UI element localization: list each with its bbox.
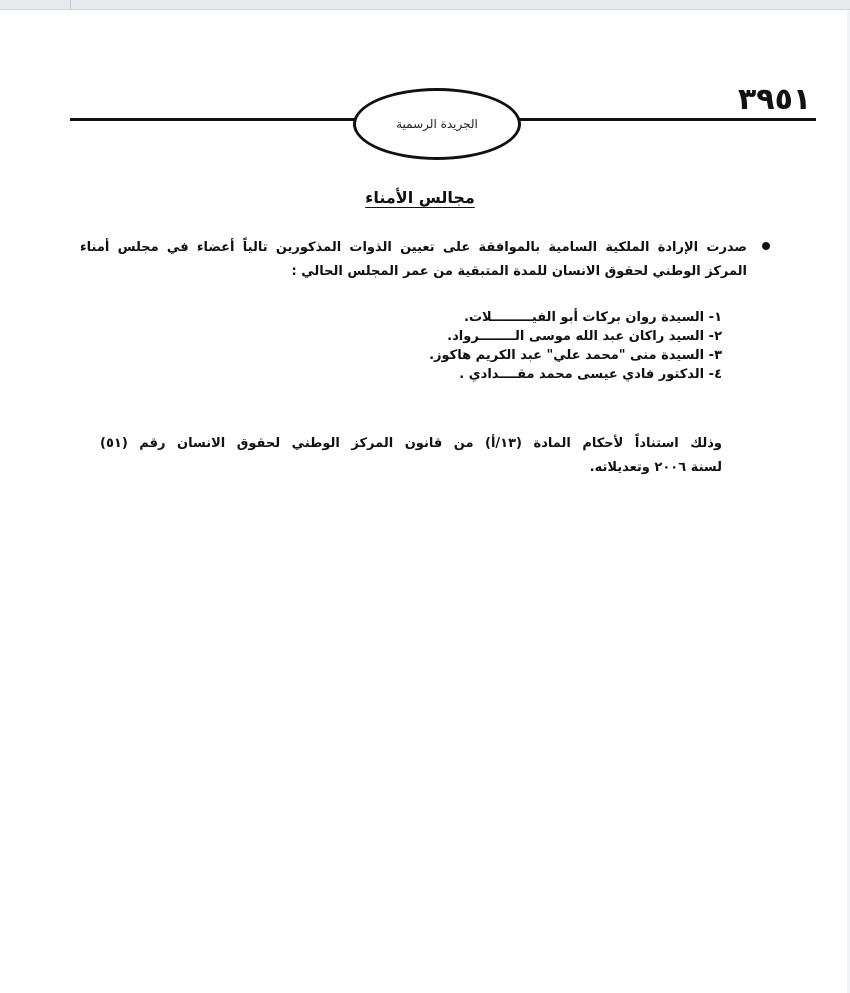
member-item: ٣- السيدة منى "محمد علي" عبد الكريم هاكوز.	[429, 348, 722, 363]
member-item: ٤- الدكتور فادي عيسى محمد مقــــدادي .	[459, 367, 722, 382]
document-page	[0, 10, 850, 993]
gazette-header-oval	[353, 88, 521, 160]
gazette-header-label: الجريدة الرسمية	[396, 117, 478, 131]
intro-line-1: صدرت الإرادة الملكية السامية بالموافقة على تعيين الذوات المذكورين تالياً أعضاء في مجلس أمناء	[80, 240, 747, 255]
member-item: ٢- السيد راكان عبد الله موسى الــــــــرواد.	[447, 329, 722, 344]
closing-line-1: وذلك استناداً لأحكام المادة (١٣/أ) من قانون المركز الوطني لحقوق الانسان رقم (٥١)	[100, 436, 722, 451]
closing-line-2: لسنة ٢٠٠٦ وتعديلاته.	[589, 460, 722, 475]
intro-line-2: المركز الوطني لحقوق الانسان للمدة المتبقية من عمر المجلس الحالي :	[291, 264, 747, 279]
toolbar-divider	[70, 0, 71, 9]
bullet-icon	[762, 242, 770, 250]
viewer-toolbar	[0, 0, 850, 10]
members-list	[360, 308, 722, 384]
member-item: ١- السيدة روان بركات أبو الفيـــــــــلات.	[464, 310, 722, 325]
section-title: مجالس الأمناء	[365, 188, 475, 207]
page-number: ٣٩٥١	[738, 82, 812, 117]
